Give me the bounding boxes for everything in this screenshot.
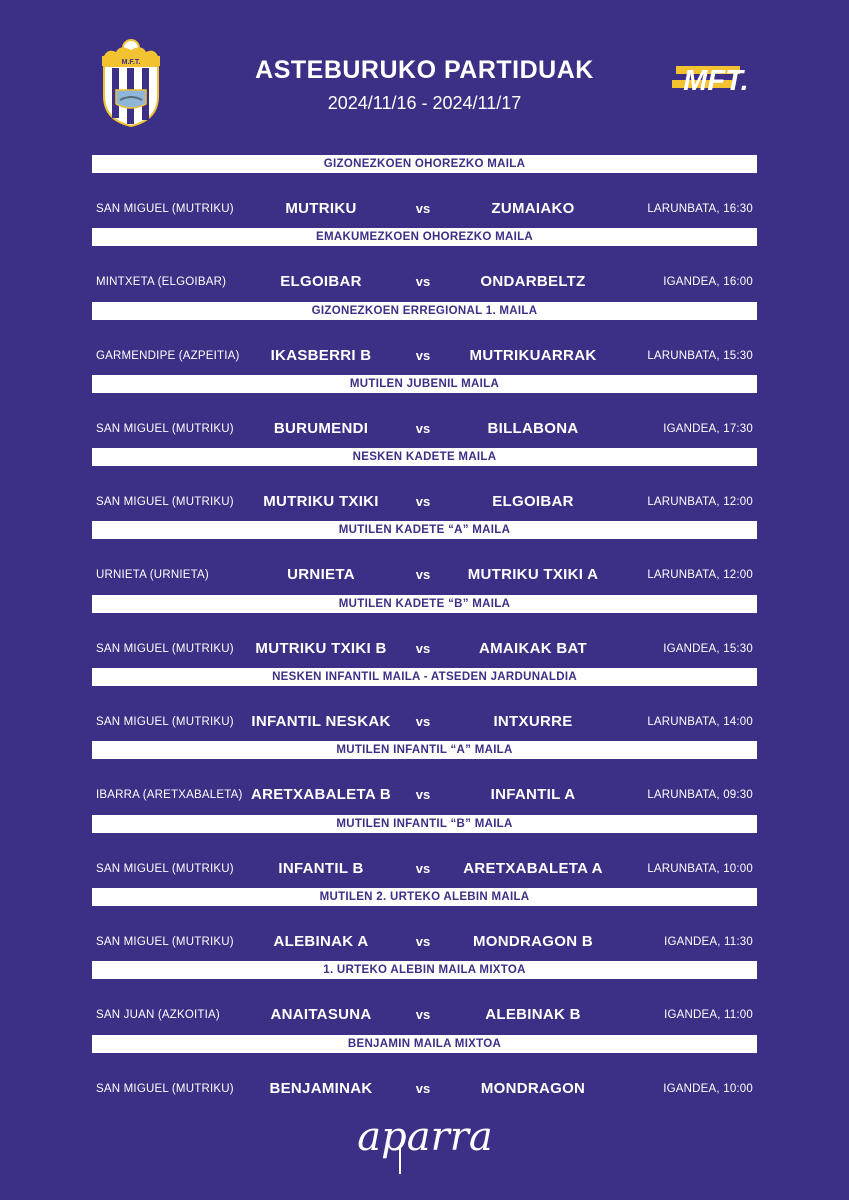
match-row xyxy=(92,833,757,888)
category-bar: BENJAMIN MAILA MIXTOA xyxy=(92,1035,757,1053)
vs-text: vs xyxy=(415,933,431,949)
vs-text: vs xyxy=(415,201,431,216)
vs-text: vs xyxy=(415,567,431,583)
vs-text: vs xyxy=(415,420,431,436)
home-team-name: IKASBERRI B xyxy=(270,346,372,364)
match-row xyxy=(92,906,757,961)
match-block xyxy=(92,448,757,521)
match-row xyxy=(92,246,757,301)
match-time: IGANDEA, 10:00 xyxy=(663,1082,753,1095)
page-title: ASTEBURUKO PARTIDUAK xyxy=(255,56,594,84)
away-team-name: ARETXABALETA A xyxy=(463,859,603,877)
vs-text: vs xyxy=(415,347,431,363)
match-block xyxy=(92,668,757,741)
category-bar: GIZONEZKOEN ERREGIONAL 1. MAILA xyxy=(92,302,757,320)
match-block xyxy=(92,521,757,594)
vs-text: vs xyxy=(415,787,431,803)
match-time: LARUNBATA, 10:00 xyxy=(647,862,753,875)
match-row xyxy=(92,466,757,521)
home-team-name: MUTRIKU TXIKI B xyxy=(255,639,387,657)
away-team-name: MONDRAGON B xyxy=(473,932,593,950)
match-row xyxy=(92,393,757,448)
home-team-name: INFANTIL B xyxy=(278,859,364,877)
category-bar: GIZONEZKOEN OHOREZKO MAILA xyxy=(92,155,757,173)
match-block xyxy=(92,155,757,228)
vs-text: vs xyxy=(415,274,431,290)
away-team-name: MUTRIKUARRAK xyxy=(469,346,597,364)
aparra-brand: aparra xyxy=(357,1114,493,1160)
match-time: LARUNBATA, 14:00 xyxy=(647,716,753,729)
match-row xyxy=(92,759,757,814)
match-block xyxy=(92,228,757,301)
venue: SAN MIGUEL (MUTRIKU) xyxy=(96,716,234,729)
match-time: LARUNBATA, 16:30 xyxy=(647,203,753,215)
venue: SAN MIGUEL (MUTRIKU) xyxy=(96,496,234,509)
home-team-name: MUTRIKU xyxy=(285,200,357,217)
match-time: IGANDEA, 16:00 xyxy=(663,276,753,289)
category-bar: NESKEN KADETE MAILA xyxy=(92,448,757,466)
venue: SAN JUAN (AZKOITIA) xyxy=(96,1009,220,1022)
match-row xyxy=(92,979,757,1034)
vs-text: vs xyxy=(415,640,431,656)
category-bar: MUTILEN KADETE “B” MAILA xyxy=(92,595,757,613)
venue: IBARRA (ARETXABALETA) xyxy=(96,789,243,802)
match-block xyxy=(92,1035,757,1108)
category-bar: NESKEN INFANTIL MAILA - ATSEDEN JARDUNALDIA xyxy=(92,668,757,686)
home-team-name: MUTRIKU TXIKI xyxy=(263,493,379,511)
venue: SAN MIGUEL (MUTRIKU) xyxy=(96,203,234,215)
home-team-name: BENJAMINAK xyxy=(269,1079,373,1097)
match-row xyxy=(92,173,757,228)
home-team-name: ALEBINAK A xyxy=(273,932,369,950)
crest-text: M.F.T. xyxy=(121,59,141,66)
category-bar: EMAKUMEZKOEN OHOREZKO MAILA xyxy=(92,228,757,246)
home-team-name: ANAITASUNA xyxy=(270,1006,372,1024)
vs-text: vs xyxy=(415,860,431,876)
match-row xyxy=(92,320,757,375)
home-team-name: ELGOIBAR xyxy=(280,273,362,291)
vs-text: vs xyxy=(415,1080,431,1096)
match-block xyxy=(92,595,757,668)
away-team-name: ALEBINAK B xyxy=(485,1006,581,1024)
venue: MINTXETA (ELGOIBAR) xyxy=(96,276,227,289)
category-bar: 1. URTEKO ALEBIN MAILA MIXTOA xyxy=(92,961,757,979)
match-row xyxy=(92,686,757,741)
venue: URNIETA (URNIETA) xyxy=(96,569,209,582)
mft-logo-icon xyxy=(672,60,758,96)
home-team-name: BURUMENDI xyxy=(273,419,369,437)
date-range: 2024/11/16 - 2024/11/17 xyxy=(327,93,522,113)
category-bar: MUTILEN INFANTIL “B” MAILA xyxy=(92,815,757,833)
match-schedule xyxy=(92,155,757,1108)
category-bar: MUTILEN JUBENIL MAILA xyxy=(92,375,757,393)
venue: SAN MIGUEL (MUTRIKU) xyxy=(96,422,234,435)
match-block xyxy=(92,375,757,448)
mft-logo-text: MFT. xyxy=(683,65,749,96)
away-team-name: ZUMAIAKO xyxy=(491,200,575,217)
match-block xyxy=(92,741,757,814)
match-time: LARUNBATA, 09:30 xyxy=(647,789,753,802)
venue: GARMENDIPE (AZPEITIA) xyxy=(96,349,240,362)
vs-text: vs xyxy=(415,1007,431,1023)
away-team-name: ONDARBELTZ xyxy=(480,273,586,291)
match-time: IGANDEA, 17:30 xyxy=(663,422,753,435)
away-team-name: BILLABONA xyxy=(487,419,579,437)
header xyxy=(0,0,849,150)
venue: SAN MIGUEL (MUTRIKU) xyxy=(96,862,234,875)
match-time: LARUNBATA, 12:00 xyxy=(647,496,753,509)
match-row xyxy=(92,539,757,594)
match-time: LARUNBATA, 15:30 xyxy=(647,349,753,362)
away-team-name: INFANTIL A xyxy=(490,786,576,804)
home-team-name: INFANTIL NESKAK xyxy=(251,713,391,731)
match-time: IGANDEA, 11:00 xyxy=(664,1009,753,1022)
match-time: LARUNBATA, 12:00 xyxy=(647,569,753,582)
venue: SAN MIGUEL (MUTRIKU) xyxy=(96,935,234,948)
vs-text: vs xyxy=(415,714,431,730)
match-row xyxy=(92,1053,757,1108)
home-team-name: URNIETA xyxy=(287,566,355,584)
match-time: IGANDEA, 15:30 xyxy=(663,642,753,655)
match-time: IGANDEA, 11:30 xyxy=(664,935,753,948)
away-team-name: MUTRIKU TXIKI A xyxy=(467,566,599,584)
match-block xyxy=(92,302,757,375)
away-team-name: INTXURRE xyxy=(493,713,573,731)
venue: SAN MIGUEL (MUTRIKU) xyxy=(96,642,234,655)
match-block xyxy=(92,888,757,961)
match-block xyxy=(92,961,757,1034)
category-bar: MUTILEN 2. URTEKO ALEBIN MAILA xyxy=(92,888,757,906)
match-row xyxy=(92,613,757,668)
aparra-logo-icon xyxy=(330,1112,520,1178)
category-bar: MUTILEN INFANTIL “A” MAILA xyxy=(92,741,757,759)
category-bar: MUTILEN KADETE “A” MAILA xyxy=(92,521,757,539)
home-team-name: ARETXABALETA B xyxy=(250,786,392,804)
away-team-name: ELGOIBAR xyxy=(492,493,574,511)
away-team-name: MONDRAGON xyxy=(480,1079,586,1097)
match-block xyxy=(92,815,757,888)
away-team-name: AMAIKAK BAT xyxy=(478,639,588,657)
venue: SAN MIGUEL (MUTRIKU) xyxy=(96,1082,234,1095)
vs-text: vs xyxy=(415,494,431,510)
